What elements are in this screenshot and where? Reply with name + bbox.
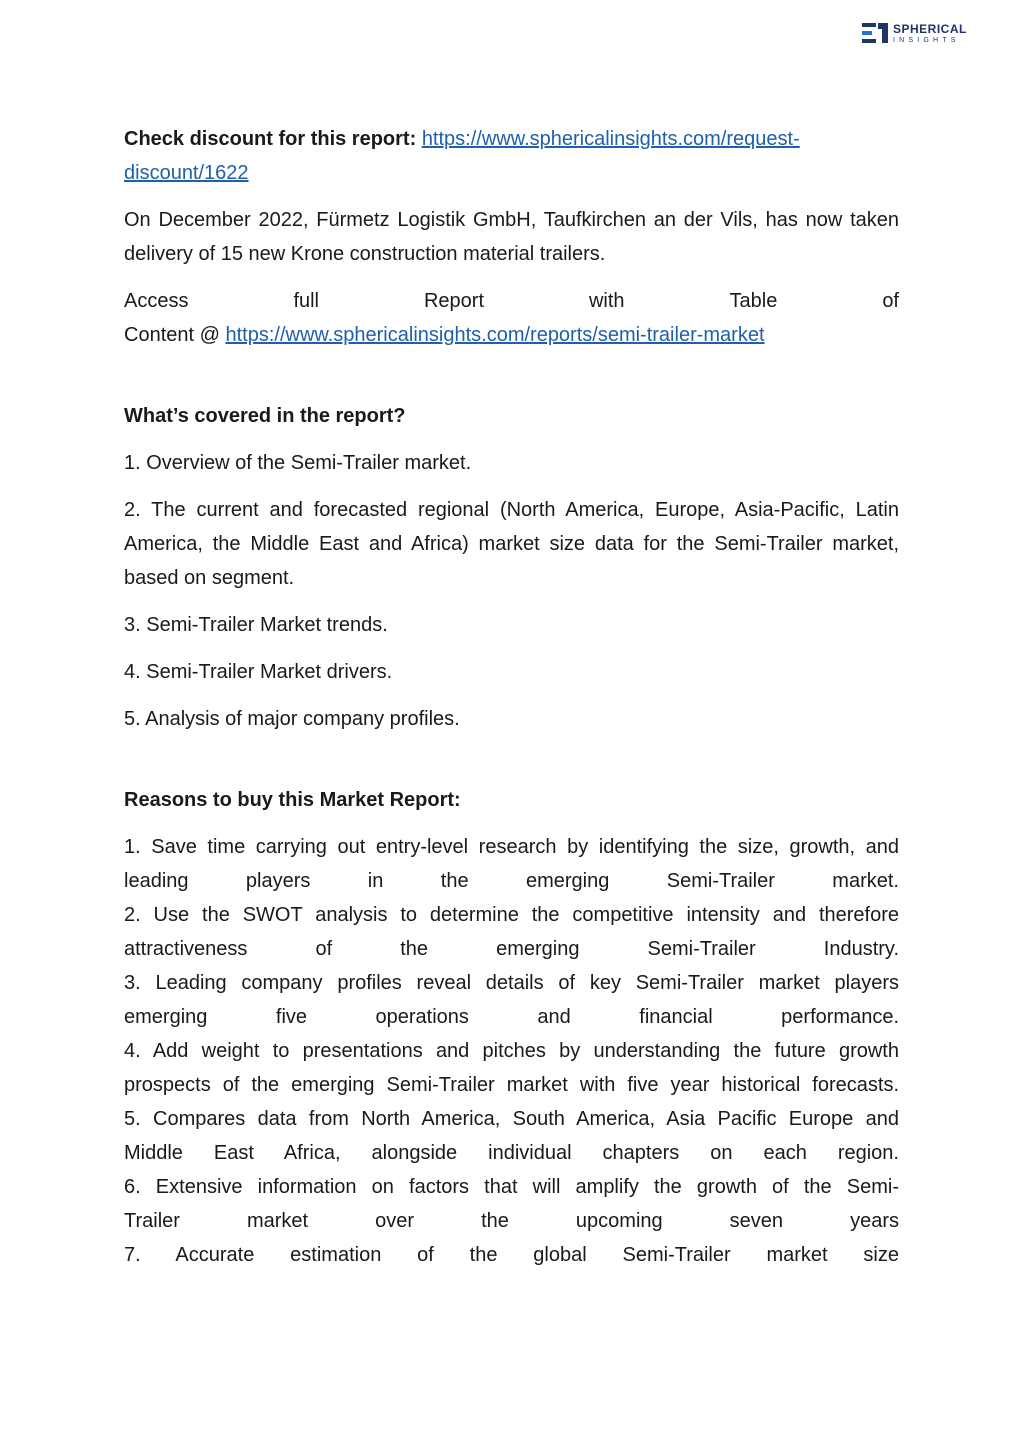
reason-line: 7. Accurate estimation of the global Semi-Trailer market size: [124, 1244, 899, 1266]
covered-item: 5. Analysis of major company profiles.: [124, 708, 460, 730]
reason-line: attractiveness of the emerging Semi-Trailer Industry.: [124, 938, 899, 960]
covered-item: 1. Overview of the Semi-Trailer market.: [124, 452, 472, 474]
reason-line: 3. Leading company profiles reveal details of key Semi-Trailer market players: [124, 972, 899, 994]
access-line: [124, 284, 899, 318]
reason-line: Trailer market over the upcoming seven years: [124, 1210, 899, 1232]
access-word: Report: [423, 290, 485, 312]
reason-line: 5. Compares data from North America, South America, Asia Pacific Europe and: [124, 1108, 899, 1130]
access-word: Table: [729, 290, 778, 312]
access-prefix: Content @: [124, 324, 226, 346]
spherical-insights-logo: [862, 20, 986, 46]
logo-mark-icon: [862, 21, 888, 45]
covered-item: 2. The current and forecasted regional (North America, Europe, Asia-Pacific, Latin America, the Middle East and Africa) market size data for the Semi-Trailer market, based on segment.: [124, 499, 899, 589]
reason-line: 2. Use the SWOT analysis to determine the competitive intensity and therefore: [124, 904, 899, 926]
covered-item: 4. Semi-Trailer Market drivers.: [124, 661, 393, 683]
access-word: full: [293, 290, 320, 312]
reason-line: leading players in the emerging Semi-Trailer market.: [124, 870, 899, 892]
access-paragraph: [124, 284, 899, 352]
reason-line: 4. Add weight to presentations and pitches by understanding the future growth: [124, 1040, 899, 1062]
reason-line: 6. Extensive information on factors that will amplify the growth of the Semi-: [124, 1176, 899, 1198]
news-paragraph: On December 2022, Fürmetz Logistik GmbH, Taufkirchen an der Vils, has now taken delivery of 15 new Krone construction material trailers.: [124, 209, 899, 265]
discount-link-part2[interactable]: discount/1622: [124, 162, 249, 184]
reason-line: Middle East Africa, alongside individual chapters on each region.: [124, 1142, 899, 1164]
access-word: Access: [124, 290, 189, 312]
reasons-heading: Reasons to buy this Market Report:: [124, 789, 461, 811]
access-word: of: [882, 290, 899, 312]
access-word: with: [588, 290, 625, 312]
report-link[interactable]: https://www.sphericalinsights.com/reports/semi-trailer-market: [225, 324, 765, 346]
reason-line: emerging five operations and financial performance.: [124, 1006, 899, 1028]
reason-line: prospects of the emerging Semi-Trailer market with five year historical forecasts.: [124, 1074, 899, 1096]
covered-item: 3. Semi-Trailer Market trends.: [124, 614, 388, 636]
reason-line: 1. Save time carrying out entry-level research by identifying the size, growth, and: [124, 836, 899, 858]
logo-subtitle: INSIGHTS: [893, 36, 960, 44]
discount-link-part1[interactable]: https://www.sphericalinsights.com/request-: [421, 128, 800, 150]
covered-heading: What’s covered in the report?: [124, 405, 406, 427]
logo-name: SPHERICAL: [893, 21, 967, 36]
access-link-line: [124, 318, 899, 352]
document-body: [124, 122, 899, 1272]
discount-paragraph: [124, 122, 899, 190]
reasons-list: [124, 830, 899, 1272]
discount-label: Check discount for this report:: [124, 128, 417, 150]
